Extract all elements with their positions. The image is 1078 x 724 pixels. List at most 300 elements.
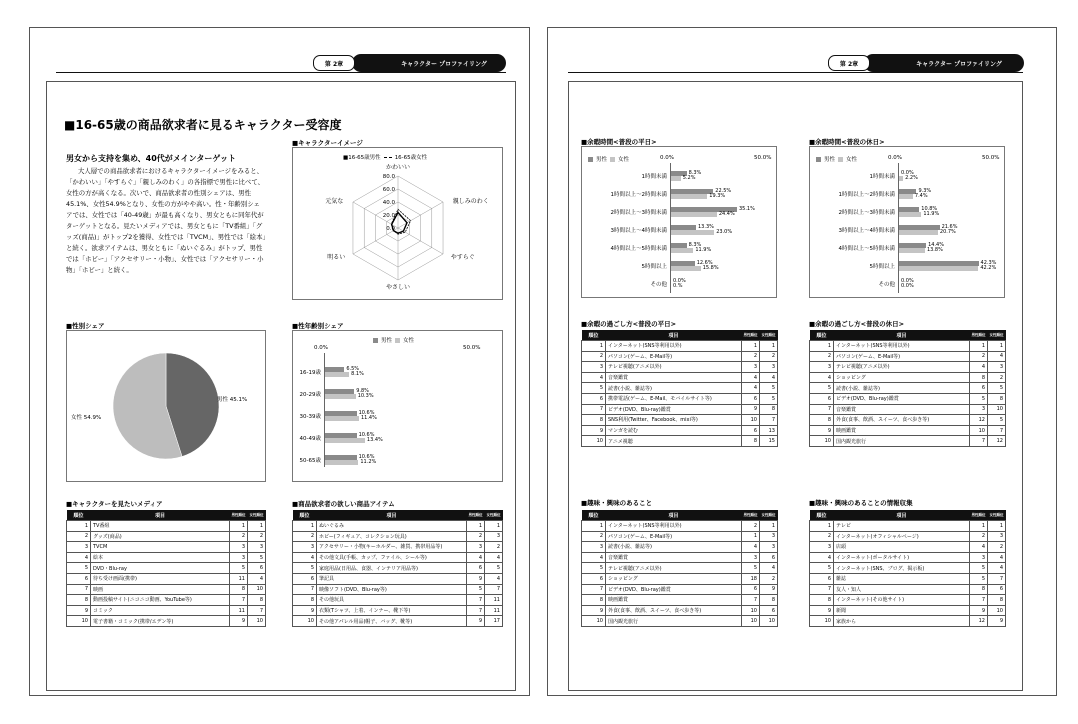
- rank-cell: 5: [810, 563, 834, 574]
- bar-value-female: 24.4%: [718, 211, 735, 217]
- male-rank-cell: 3: [970, 404, 988, 415]
- female-rank-cell: 3: [760, 362, 778, 373]
- bar-male: [325, 433, 357, 438]
- male-rank-cell: 6: [467, 563, 485, 574]
- spend-weekday-table: [581, 330, 778, 447]
- bar-legend: [588, 155, 629, 163]
- male-rank-cell: 5: [970, 393, 988, 404]
- rank-cell: 6: [582, 573, 606, 584]
- rank-cell: 1: [582, 521, 606, 532]
- male-rank-cell: 6: [742, 393, 760, 404]
- bar-male: [671, 261, 695, 266]
- pie-plot: [67, 331, 265, 481]
- item-cell: 国内観光旅行: [834, 436, 970, 447]
- male-rank-cell: 1: [230, 521, 248, 532]
- item-cell: TV番組: [91, 521, 230, 532]
- table-header-m: 男性順位: [970, 510, 988, 521]
- bar-category-label: 4時間以上～5時間未満: [838, 246, 895, 252]
- hobby-source-title: ■趣味・興味のあることの情報収集: [809, 499, 913, 507]
- item-cell: マンガを読む: [606, 425, 742, 436]
- item-cell: その他文具(手帳、カップ、ファイル、シール等): [317, 552, 467, 563]
- rank-cell: 4: [582, 372, 606, 383]
- item-cell: 音楽鑑賞: [834, 404, 970, 415]
- bar-category-label: 50-65歳: [299, 458, 321, 464]
- radar-title: ■キャラクターイメージ: [292, 139, 363, 147]
- male-rank-cell: 11: [230, 573, 248, 584]
- table-row: [582, 584, 778, 595]
- table-row: [582, 436, 778, 447]
- item-cell: パソコン(ゲーム、E-Mail等): [606, 351, 742, 362]
- female-rank-cell: 1: [485, 521, 503, 532]
- table-row: [582, 404, 778, 415]
- male-rank-cell: 3: [230, 542, 248, 553]
- male-rank-cell: 2: [970, 351, 988, 362]
- rank-cell: 10: [810, 616, 834, 627]
- item-cell: 衣類(Tシャツ、上着、インナー、靴下等): [317, 605, 467, 616]
- table-header-item: 項目: [834, 510, 970, 521]
- rank-cell: 4: [810, 372, 834, 383]
- item-cell: 読書(小説、雑誌等): [606, 542, 742, 553]
- rank-cell: 2: [582, 351, 606, 362]
- table-row: [582, 341, 778, 352]
- rank-cell: 2: [293, 531, 317, 542]
- item-cell: 筆記具: [317, 573, 467, 584]
- rank-cell: 9: [582, 605, 606, 616]
- bar-value-male: 35.1%: [738, 206, 755, 212]
- bar-male: [899, 243, 926, 248]
- item-cell: その他玩具: [317, 595, 467, 606]
- rank-cell: 8: [582, 595, 606, 606]
- chapter-label: 第 2章: [313, 55, 355, 71]
- header-rule: [56, 72, 506, 73]
- table-row: [582, 372, 778, 383]
- female-rank-cell: 6: [988, 584, 1006, 595]
- spend-weekday-title: ■余暇の過ごし方<普段の平日>: [581, 320, 677, 328]
- item-cell: グッズ(商品): [91, 531, 230, 542]
- table-header-f: 女性順位: [988, 330, 1006, 341]
- male-rank-cell: 11: [230, 605, 248, 616]
- bar-value-male: 10.6%: [358, 410, 375, 416]
- table-row: [582, 531, 778, 542]
- male-rank-cell: 8: [742, 436, 760, 447]
- bar-female: [671, 212, 717, 217]
- table-row: [810, 616, 1006, 627]
- legend-swatch-male: [588, 157, 593, 162]
- bar-category-label: 5時間以上: [641, 264, 667, 270]
- chapter-header-bar: [352, 54, 506, 72]
- bar-value-male: 6.5%: [346, 366, 360, 372]
- table-header-m: 男性順位: [230, 510, 248, 521]
- male-rank-cell: 6: [970, 383, 988, 394]
- legend-male: 男性: [824, 157, 836, 163]
- table-row: [582, 351, 778, 362]
- item-cell: テレビ: [834, 521, 970, 532]
- female-rank-cell: 1: [988, 341, 1006, 352]
- female-rank-cell: 1: [248, 521, 266, 532]
- male-rank-cell: 5: [230, 563, 248, 574]
- male-rank-cell: 5: [467, 584, 485, 595]
- female-rank-cell: 1: [760, 341, 778, 352]
- table-header-item: 項目: [91, 510, 230, 521]
- table-row: [810, 341, 1006, 352]
- item-cell: ショッピング: [834, 372, 970, 383]
- item-cell: 音楽鑑賞: [606, 552, 742, 563]
- male-rank-cell: 18: [742, 573, 760, 584]
- rank-cell: 3: [582, 362, 606, 373]
- bar-female: [671, 266, 701, 271]
- spend-holiday-table: [809, 330, 1006, 447]
- table-row: [67, 542, 266, 553]
- male-rank-cell: 3: [230, 552, 248, 563]
- female-rank-cell: 5: [988, 415, 1006, 426]
- female-rank-cell: 5: [760, 383, 778, 394]
- male-rank-cell: 1: [970, 341, 988, 352]
- legend-female: 女性: [618, 157, 630, 163]
- bar-value-female: 0.%: [673, 283, 683, 289]
- radar-axis-label: 親しみのわく: [452, 198, 489, 205]
- female-rank-cell: 2: [248, 531, 266, 542]
- item-cell: パソコン(ゲーム、E-Mail等): [834, 351, 970, 362]
- table-row: [582, 605, 778, 616]
- table-row: [810, 584, 1006, 595]
- female-rank-cell: 4: [248, 573, 266, 584]
- age-chart-title: ■性年齢別シェア: [292, 322, 344, 330]
- rank-cell: 7: [67, 584, 91, 595]
- bar-male: [671, 189, 713, 194]
- item-cell: インターネット(ポータルサイト): [834, 552, 970, 563]
- bar-legend: [816, 155, 857, 163]
- rank-cell: 8: [67, 595, 91, 606]
- bar-category-label: 1時間以上～2時間未満: [838, 192, 895, 198]
- bar-value-male: 0.0%: [673, 278, 686, 284]
- table-header-row: [810, 510, 1006, 521]
- bar-male: [899, 225, 940, 230]
- female-rank-cell: 7: [988, 573, 1006, 584]
- table-row: [810, 521, 1006, 532]
- male-rank-cell: 1: [970, 521, 988, 532]
- table-header-m: 男性順位: [467, 510, 485, 521]
- rank-cell: 3: [582, 542, 606, 553]
- table-row: [67, 531, 266, 542]
- rank-cell: 7: [293, 584, 317, 595]
- rank-cell: 2: [67, 531, 91, 542]
- bar-value-male: 10.6%: [358, 454, 375, 460]
- female-rank-cell: 10: [248, 584, 266, 595]
- bar-category-label: 2時間以上～3時間未満: [610, 210, 667, 216]
- table-header-row: [67, 510, 266, 521]
- male-rank-cell: 7: [467, 595, 485, 606]
- rank-cell: 5: [582, 383, 606, 394]
- item-cell: ホビー(フィギュア、コレクション玩具): [317, 531, 467, 542]
- spend-holiday-title: ■余暇の過ごし方<普段の休日>: [809, 320, 905, 328]
- rank-cell: 4: [582, 552, 606, 563]
- rank-cell: 3: [67, 542, 91, 553]
- table-header-f: 女性順位: [248, 510, 266, 521]
- item-cell: インターネット(SNS等利用以外): [834, 341, 970, 352]
- table-row: [582, 383, 778, 394]
- pie-title: ■性別シェア: [66, 322, 105, 330]
- bar-female: [899, 176, 903, 181]
- bar-male: [325, 411, 357, 416]
- female-rank-cell: 3: [760, 542, 778, 553]
- male-rank-cell: 5: [970, 563, 988, 574]
- rank-cell: 6: [582, 393, 606, 404]
- female-rank-cell: 3: [988, 531, 1006, 542]
- table-row: [582, 521, 778, 532]
- female-rank-cell: 2: [760, 351, 778, 362]
- item-cell: 外食(食事、飲酒、スイーツ、食べ歩き等): [834, 415, 970, 426]
- bar-male: [899, 189, 916, 194]
- female-rank-cell: 6: [760, 605, 778, 616]
- female-rank-cell: 7: [988, 425, 1006, 436]
- holiday-time-chart: [809, 146, 1005, 298]
- bar-category-label: 5時間以上: [869, 264, 895, 270]
- bar-category-label: その他: [878, 282, 895, 288]
- item-cell: ぬいぐるみ: [317, 521, 467, 532]
- item-cell: ビデオ(DVD、Blu-ray)鑑賞: [606, 404, 742, 415]
- lead-subtitle: 男女から支持を集め、40代がメインターゲット: [66, 154, 237, 163]
- bar-female: [325, 394, 356, 399]
- bar-male: [325, 367, 344, 372]
- male-rank-cell: 1: [742, 531, 760, 542]
- female-rank-cell: 8: [760, 595, 778, 606]
- bar-value-male: 21.6%: [941, 224, 958, 230]
- bar-value-female: 11.2%: [360, 459, 377, 465]
- male-rank-cell: 7: [742, 595, 760, 606]
- male-rank-cell: 6: [742, 584, 760, 595]
- table-header-m: 男性順位: [970, 330, 988, 341]
- item-cell: アニメ視聴: [606, 436, 742, 447]
- female-rank-cell: 3: [988, 362, 1006, 373]
- chapter-label: 第 2章: [828, 55, 870, 71]
- legend-swatch-female: [610, 157, 615, 162]
- male-rank-cell: 2: [467, 531, 485, 542]
- item-cell: 映画: [91, 584, 230, 595]
- table-row: [582, 595, 778, 606]
- rank-cell: 10: [810, 436, 834, 447]
- rank-cell: 10: [293, 616, 317, 627]
- radar-legend-female: 16-65歳女性: [394, 155, 428, 161]
- radar-axis-label: やすらぐ: [450, 254, 475, 261]
- female-rank-cell: 8: [988, 393, 1006, 404]
- rank-cell: 5: [67, 563, 91, 574]
- bar-value-male: 10.6%: [358, 432, 375, 438]
- item-cell: 友人・知人: [834, 584, 970, 595]
- table-row: [582, 362, 778, 373]
- media-table-title: ■キャラクターを見たいメディア: [66, 500, 163, 508]
- table-row: [582, 573, 778, 584]
- pie-chart: [66, 330, 266, 482]
- female-rank-cell: 5: [988, 383, 1006, 394]
- rank-cell: 10: [582, 436, 606, 447]
- table-row: [293, 584, 503, 595]
- male-rank-cell: 9: [742, 404, 760, 415]
- table-row: [582, 415, 778, 426]
- axis-min-label: 0.0%: [888, 155, 902, 161]
- table-header-rank: 順位: [293, 510, 317, 521]
- female-rank-cell: 4: [988, 563, 1006, 574]
- item-cell: 新聞: [834, 605, 970, 616]
- female-rank-cell: 6: [248, 563, 266, 574]
- table-row: [67, 552, 266, 563]
- item-cell: 家族から: [834, 616, 970, 627]
- bar-female: [899, 230, 938, 235]
- table-row: [810, 415, 1006, 426]
- bar-value-female: 8.1%: [351, 371, 364, 377]
- table-row: [293, 521, 503, 532]
- section-title: キャラクター プロファイリング: [916, 60, 1002, 68]
- male-rank-cell: 9: [230, 616, 248, 627]
- rank-cell: 4: [67, 552, 91, 563]
- table-row: [67, 573, 266, 584]
- female-rank-cell: 5: [248, 552, 266, 563]
- rank-cell: 2: [582, 531, 606, 542]
- male-rank-cell: 5: [970, 573, 988, 584]
- bar-female: [671, 194, 707, 199]
- table-header-item: 項目: [606, 330, 742, 341]
- radar-legend-male: ■16-65歳男性: [343, 155, 381, 161]
- table-header-rank: 順位: [67, 510, 91, 521]
- bar-value-male: 22.5%: [715, 188, 732, 194]
- item-cell: DVD・Blu-ray: [91, 563, 230, 574]
- female-rank-cell: 3: [248, 542, 266, 553]
- table-header-rank: 順位: [582, 330, 606, 341]
- section-title: キャラクター プロファイリング: [401, 60, 487, 68]
- table-row: [810, 436, 1006, 447]
- item-cell: ビデオ(DVD、Blu-ray)鑑賞: [606, 584, 742, 595]
- table-row: [810, 351, 1006, 362]
- legend-swatch-female: [838, 157, 843, 162]
- female-rank-cell: 3: [485, 531, 503, 542]
- male-rank-cell: 6: [742, 425, 760, 436]
- female-rank-cell: 7: [760, 415, 778, 426]
- media-table: [66, 510, 266, 627]
- table-row: [810, 362, 1006, 373]
- table-header-f: 女性順位: [760, 510, 778, 521]
- axis-min-label: 0.0%: [660, 155, 674, 161]
- bar-category-label: その他: [650, 282, 667, 288]
- bar-male: [325, 455, 357, 460]
- bar-category-label: 3時間以上～4時間未満: [838, 228, 895, 234]
- table-header-row: [810, 330, 1006, 341]
- weekday-time-title: ■余暇時間<普段の平日>: [581, 138, 657, 146]
- table-row: [582, 393, 778, 404]
- table-header-m: 男性順位: [742, 510, 760, 521]
- rank-cell: 1: [810, 341, 834, 352]
- bar-value-female: 13.8%: [926, 247, 943, 253]
- chapter-header-bar: [864, 54, 1024, 72]
- table-header-rank: 順位: [582, 510, 606, 521]
- rank-cell: 5: [582, 563, 606, 574]
- female-rank-cell: 10: [988, 605, 1006, 616]
- item-cell: その他アパレル用品(帽子、バッグ、靴等): [317, 616, 467, 627]
- axis-max-label: 50.0%: [463, 345, 481, 351]
- bar-female: [899, 194, 913, 199]
- bar-category-label: 30-39歳: [299, 414, 321, 420]
- male-rank-cell: 4: [970, 362, 988, 373]
- item-cell: 家庭用品(日用品、食器、インテリア用品等): [317, 563, 467, 574]
- header-rule: [568, 72, 1023, 73]
- axis-min-label: 0.0%: [314, 345, 328, 351]
- male-rank-cell: 10: [742, 616, 760, 627]
- age-chart: [292, 330, 503, 482]
- item-cell: ショッピング: [606, 573, 742, 584]
- male-rank-cell: 8: [970, 584, 988, 595]
- bar-value-male: 10.8%: [921, 206, 938, 212]
- item-cell: コミック: [91, 605, 230, 616]
- radar-tick-label: 80.0: [382, 174, 395, 180]
- bar-value-male: 14.4%: [928, 242, 944, 248]
- male-rank-cell: 2: [742, 351, 760, 362]
- pie-label-female: 女性 54.9%: [71, 415, 102, 421]
- male-rank-cell: 2: [970, 531, 988, 542]
- female-rank-cell: 2: [988, 542, 1006, 553]
- legend-swatch-male: [816, 157, 821, 162]
- table-row: [582, 552, 778, 563]
- rank-cell: 7: [810, 584, 834, 595]
- table-header-f: 女性順位: [485, 510, 503, 521]
- bar-category-label: 40-49歳: [299, 436, 321, 442]
- female-rank-cell: 2: [760, 573, 778, 584]
- bar-category-label: 3時間以上～4時間未満: [610, 228, 667, 234]
- bar-value-male: 12.6%: [696, 260, 713, 266]
- female-rank-cell: 8: [988, 595, 1006, 606]
- female-rank-cell: 10: [760, 616, 778, 627]
- female-rank-cell: 2: [485, 542, 503, 553]
- bar-category-label: 1時間未満: [869, 174, 895, 180]
- table-row: [810, 393, 1006, 404]
- table-row: [67, 595, 266, 606]
- radar-axis-label: 明るい: [327, 254, 346, 261]
- rank-cell: 8: [582, 415, 606, 426]
- bar-value-female: 42.2%: [980, 265, 997, 271]
- male-rank-cell: 9: [467, 616, 485, 627]
- item-cell: 読書(小説、雑誌等): [606, 383, 742, 394]
- male-rank-cell: 1: [742, 341, 760, 352]
- male-rank-cell: 9: [970, 605, 988, 616]
- male-rank-cell: 2: [230, 531, 248, 542]
- bar-male: [899, 261, 979, 266]
- bar-female: [899, 266, 978, 271]
- rank-cell: 4: [810, 552, 834, 563]
- rank-cell: 9: [810, 605, 834, 616]
- female-rank-cell: 2: [988, 372, 1006, 383]
- table-row: [293, 595, 503, 606]
- bar-legend: [373, 336, 414, 344]
- male-rank-cell: 3: [742, 552, 760, 563]
- table-row: [810, 404, 1006, 415]
- bar-value-male: 9.3%: [918, 188, 932, 194]
- item-cell: テレビ視聴(アニメ以外): [606, 362, 742, 373]
- bar-value-female: 11.9%: [923, 211, 940, 217]
- table-row: [810, 595, 1006, 606]
- male-rank-cell: 7: [970, 436, 988, 447]
- male-rank-cell: 2: [742, 521, 760, 532]
- bar-value-male: 42.3%: [980, 260, 997, 266]
- bar-female: [325, 438, 365, 443]
- table-row: [582, 542, 778, 553]
- rank-cell: 2: [810, 351, 834, 362]
- male-rank-cell: 9: [467, 573, 485, 584]
- male-rank-cell: 7: [970, 595, 988, 606]
- female-rank-cell: 6: [760, 552, 778, 563]
- table-row: [810, 425, 1006, 436]
- hobby-source-table: [809, 510, 1006, 627]
- bar-female: [325, 460, 358, 465]
- item-cell: 携帯電話(ゲーム、E-Mail、モバイルサイト等): [606, 393, 742, 404]
- table-row: [293, 573, 503, 584]
- rank-cell: 6: [810, 393, 834, 404]
